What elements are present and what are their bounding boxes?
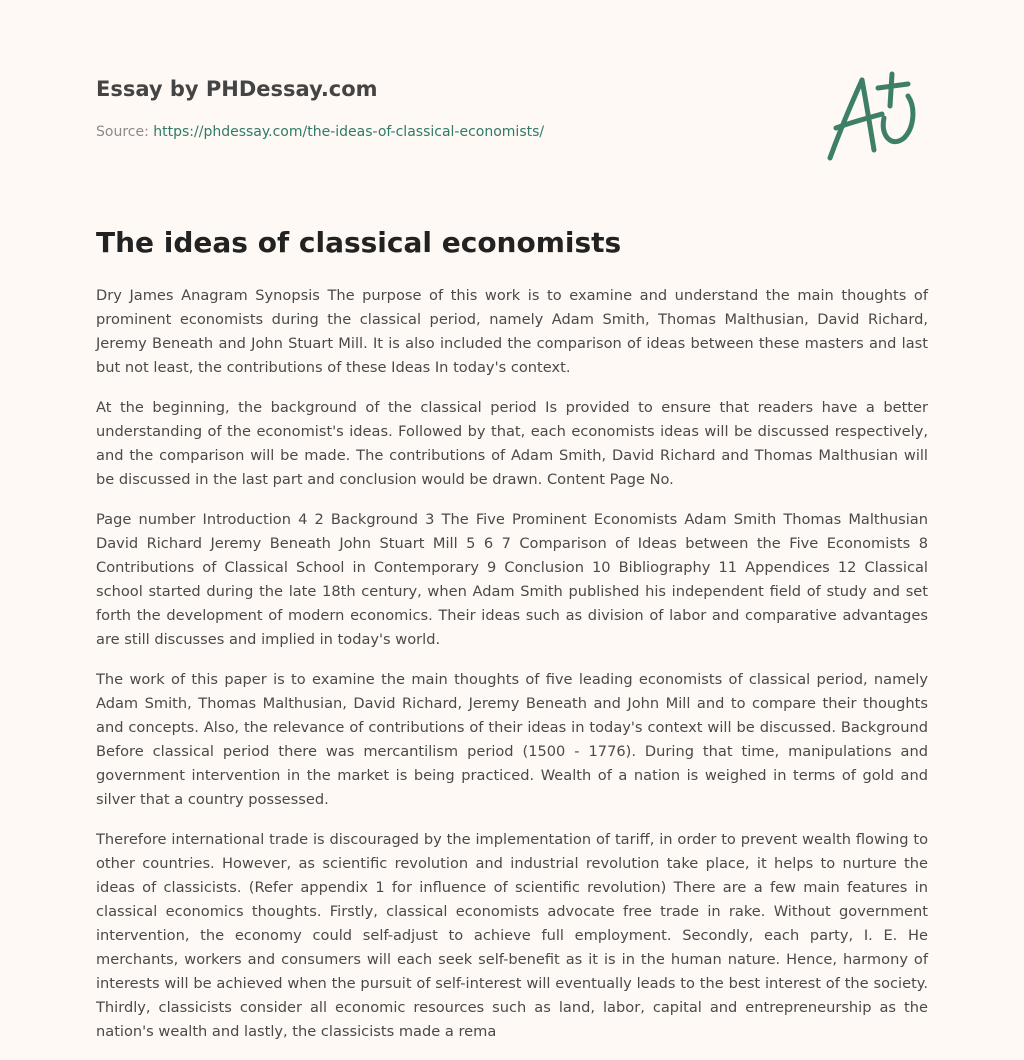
essay-paragraph: Page number Introduction 4 2 Background 3 The Five Prominent Economists Adam Smith Thomas Malthusian David Richard Jeremy Beneath John Stuart Mill 5 6 7 Comparison of Ideas between the Five Economists 8 Contributions of Classical School in Contemporary 9 Conclusion 10 Bibliography 11 Appendices 12 Classical school started during the late 18th century, when Adam Smith published his independent field of study and set forth the development of modern economics. Their ideas such as division of labor and comparative advantages are still discusses and implied in today's world. <box>96 511 928 648</box>
essay-title: The ideas of classical economists <box>96 226 622 259</box>
site-title: Essay by PHDessay.com <box>96 77 378 101</box>
source-label: Source: <box>96 124 154 140</box>
essay-paragraph: Therefore international trade is discouraged by the implementation of tariff, in order to prevent wealth flowing to other countries. However, as scientific revolution and industrial revolution take place, it helps to nurture the ideas of classicists. (Refer appendix 1 for influence of scientific revolution) There are a few main features in classical economics thoughts. Firstly, classical economists advocate free trade in rake. Without government intervention, the economy could self-adjust to achieve full employment. Secondly, each party, I. E. He merchants, workers and consumers will each seek self-benefit as it is in the human nature. Hence, harmony of interests will be achieved when the pursuit of self-interest will eventually leads to the best interest of the society. Thirdly, classicists consider all economic resources such as land, labor, capital and entrepreneurship as the nation's wealth and lastly, the classicists made a rema <box>96 831 928 1040</box>
essay-paragraph: Dry James Anagram Synopsis The purpose of this work is to examine and understand the main thoughts of prominent economists during the classical period, namely Adam Smith, Thomas Malthusian, David Richard, Jeremy Beneath and John Stuart Mill. It is also included the comparison of ideas between these masters and last but not least, the contributions of these Ideas In today's context. <box>96 287 928 376</box>
source-line <box>96 124 544 140</box>
essay-paragraph: At the beginning, the background of the classical period Is provided to ensure that readers have a better understanding of the economist's ideas. Followed by that, each economists ideas will be discussed respectively, and the comparison will be made. The contributions of Adam Smith, David Richard and Thomas Malthusian will be discussed in the last part and conclusion would be drawn. Content Page No. <box>96 399 928 488</box>
essay-paragraph: The work of this paper is to examine the main thoughts of five leading economists of classical period, namely Adam Smith, Thomas Malthusian, David Richard, Jeremy Beneath and John Mill and to compare their thoughts and concepts. Also, the relevance of contributions of their ideas in today's context will be discussed. Background Before classical period there was mercantilism period (1500 - 1776). During that time, manipulations and government intervention in the market is being practiced. Wealth of a nation is weighed in terms of gold and silver that a country possessed. <box>96 671 928 808</box>
source-link[interactable]: https://phdessay.com/the-ideas-of-classical-economists/ <box>153 124 545 140</box>
a-plus-grade-icon <box>822 66 932 166</box>
essay-body <box>96 284 928 1060</box>
